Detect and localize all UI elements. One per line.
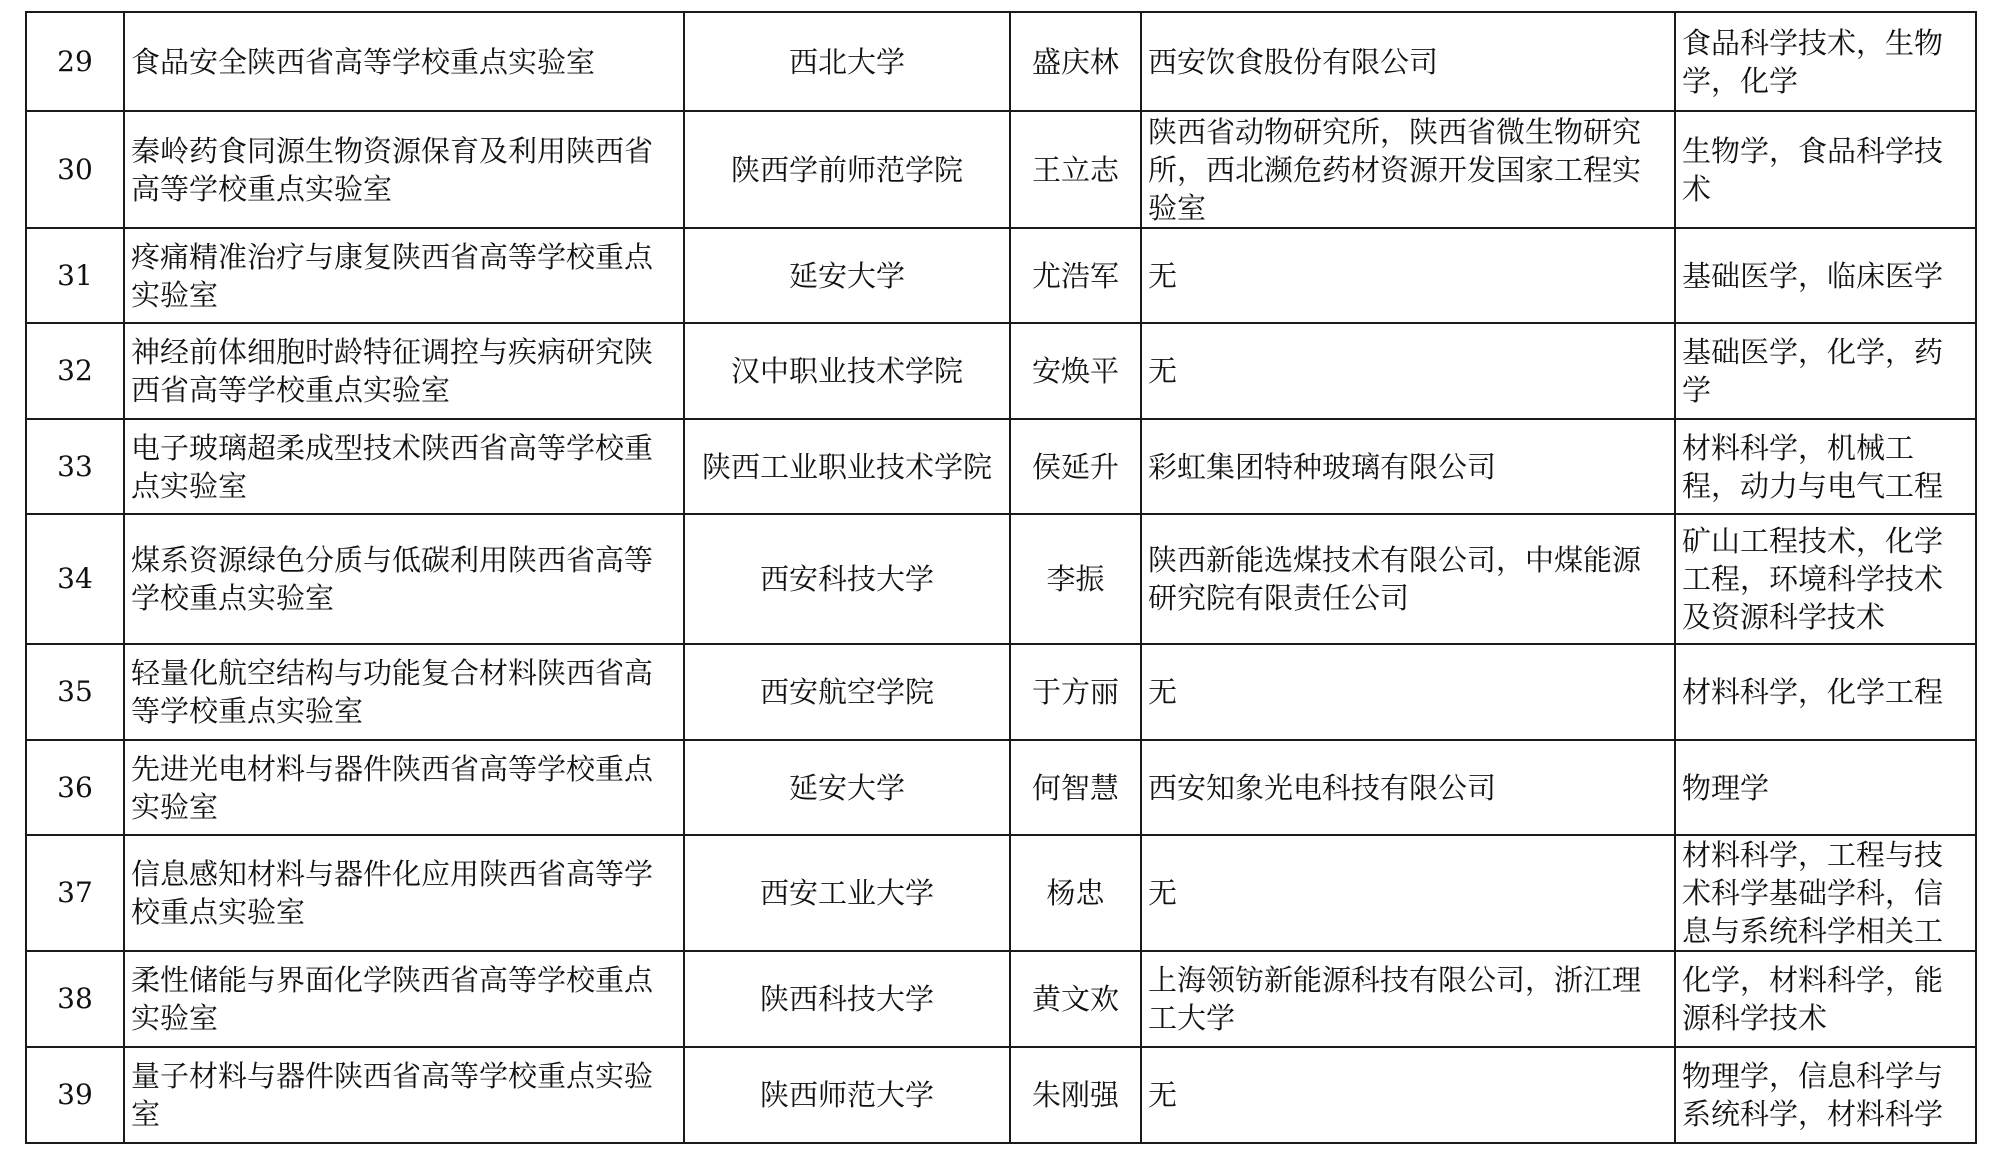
subject-cell-text: 材料科学，工程与技术科学基础学科，信息与系统科学相关工 [1682,838,1944,948]
subject-cell [1675,1047,1976,1143]
director-cell-text: 安焕平 [1031,354,1119,388]
partner-cell [1141,951,1675,1047]
university-cell-text: 陕西师范大学 [759,1078,934,1112]
university-cell-text: 西安航空学院 [759,675,934,709]
subject-cell-text: 材料科学，机械工程，动力与电气工程 [1682,430,1944,503]
table-row [26,323,1976,419]
partner-cell-text: 彩虹集团特种玻璃有限公司 [1148,449,1497,484]
lab-name-cell-text: 柔性储能与界面化学陕西省高等学校重点实验室 [131,963,654,1035]
university-cell [684,228,1010,323]
row-number-text: 38 [57,982,93,1015]
row-number-text: 31 [57,258,93,292]
lab-name-cell [124,740,684,835]
university-cell [684,514,1010,644]
lab-name-cell-text: 轻量化航空结构与功能复合材料陕西省高等学校重点实验室 [131,656,654,728]
lab-name-cell-text: 疼痛精准治疗与康复陕西省高等学校重点实验室 [131,239,654,312]
director-cell-text: 盛庆林 [1031,44,1119,79]
row-number [26,835,124,951]
university-cell [684,111,1010,228]
director-cell [1010,419,1141,514]
university-cell [684,12,1010,111]
lab-name-cell-text: 电子玻璃超柔成型技术陕西省高等学校重点实验室 [131,430,654,503]
partner-cell [1141,835,1675,951]
row-number [26,1047,124,1143]
subject-cell [1675,111,1976,228]
table-row [26,951,1976,1047]
row-number-text: 29 [57,44,93,78]
lab-name-cell [124,951,684,1047]
director-cell-text: 尤浩军 [1031,258,1119,293]
partner-cell [1141,1047,1675,1143]
university-cell [684,644,1010,740]
lab-name-cell-text: 秦岭药食同源生物资源保育及利用陕西省高等学校重点实验室 [131,133,654,206]
director-cell-text: 李振 [1046,562,1105,596]
university-cell-text: 汉中职业技术学院 [730,354,963,388]
subject-cell-text: 物理学，信息科学与系统科学，材料科学 [1682,1059,1944,1131]
director-cell [1010,12,1141,111]
subject-cell-text: 食品科学技术，生物学，化学 [1682,25,1944,98]
row-number-text: 34 [57,562,93,595]
row-number-text: 39 [57,1078,93,1111]
partner-cell [1141,12,1675,111]
university-cell-text: 陕西学前师范学院 [730,152,963,187]
subject-cell [1675,323,1976,419]
table-row [26,514,1976,644]
director-cell-text: 王立志 [1031,152,1119,187]
row-number-text: 33 [57,449,93,483]
row-number-text: 36 [57,770,93,804]
lab-name-cell [124,419,684,514]
row-number [26,228,124,323]
lab-name-cell-text: 煤系资源绿色分质与低碳利用陕西省高等学校重点实验室 [131,543,654,615]
row-number [26,111,124,228]
subject-cell-text: 生物学，食品科学技术 [1682,133,1944,206]
university-cell [684,419,1010,514]
lab-name-cell [124,514,684,644]
subject-cell [1675,740,1976,835]
row-number-text: 37 [57,876,93,909]
lab-name-cell-text: 神经前体细胞时龄特征调控与疾病研究陕西省高等学校重点实验室 [131,335,654,407]
row-number [26,644,124,740]
partner-cell-text: 无 [1148,354,1178,388]
table-row [26,228,1976,323]
partner-cell [1141,228,1675,323]
partner-cell [1141,514,1675,644]
lab-name-cell [124,111,684,228]
university-cell-text: 陕西工业职业技术学院 [701,449,992,484]
subject-cell-text: 材料科学，化学工程 [1682,675,1944,709]
row-number [26,740,124,835]
university-cell [684,323,1010,419]
university-cell-text: 陕西科技大学 [759,982,934,1016]
subject-cell-text: 物理学 [1682,770,1770,805]
partner-cell [1141,740,1675,835]
director-cell-text: 于方丽 [1031,675,1119,709]
lab-list-table [25,11,1977,1144]
director-cell [1010,1047,1141,1143]
partner-cell-text: 无 [1148,675,1178,709]
subject-cell-text: 化学，材料科学，能源科学技术 [1682,963,1944,1035]
table-row [26,1047,1976,1143]
university-cell [684,951,1010,1047]
partner-cell-text: 西安饮食股份有限公司 [1148,44,1439,79]
subject-cell [1675,12,1976,111]
row-number [26,514,124,644]
lab-name-cell-text: 信息感知材料与器件化应用陕西省高等学校重点实验室 [131,857,654,929]
director-cell [1010,514,1141,644]
director-cell-text: 朱刚强 [1031,1078,1119,1112]
university-cell-text: 延安大学 [788,770,905,805]
university-cell-text: 延安大学 [788,258,905,293]
lab-name-cell-text: 先进光电材料与器件陕西省高等学校重点实验室 [131,751,654,824]
subject-cell [1675,228,1976,323]
lab-name-cell [124,323,684,419]
table-body [26,12,1976,1143]
lab-name-cell [124,228,684,323]
subject-cell-text: 基础医学，化学，药学 [1682,335,1944,407]
director-cell-text: 何智慧 [1031,770,1119,805]
director-cell [1010,644,1141,740]
row-number [26,323,124,419]
partner-cell-text: 无 [1148,1078,1178,1112]
partner-cell-text: 无 [1148,258,1178,293]
director-cell [1010,111,1141,228]
lab-name-cell-text: 量子材料与器件陕西省高等学校重点实验室 [131,1059,654,1131]
partner-cell-text: 陕西新能选煤技术有限公司，中煤能源研究院有限责任公司 [1148,543,1642,615]
subject-cell [1675,419,1976,514]
table-row [26,740,1976,835]
director-cell-text: 杨忠 [1046,876,1105,910]
subject-cell-text: 矿山工程技术，化学工程，环境科学技术及资源科学技术 [1682,524,1944,634]
partner-cell-text: 陕西省动物研究所，陕西省微生物研究所，西北濒危药材资源开发国家工程实验室 [1148,114,1642,225]
table-row [26,419,1976,514]
university-cell-text: 西安科技大学 [759,562,934,596]
row-number-text: 32 [57,354,93,387]
table-row [26,644,1976,740]
table-row [26,835,1976,951]
subject-cell [1675,951,1976,1047]
lab-name-cell [124,1047,684,1143]
row-number-text: 35 [57,675,93,708]
table-row [26,111,1976,228]
lab-name-cell [124,835,684,951]
director-cell [1010,323,1141,419]
university-cell [684,1047,1010,1143]
subject-cell [1675,514,1976,644]
partner-cell-text: 无 [1148,876,1178,910]
director-cell-text: 侯延升 [1031,449,1119,484]
partner-cell-text: 西安知象光电科技有限公司 [1148,770,1497,805]
partner-cell [1141,644,1675,740]
row-number [26,419,124,514]
university-cell-text: 西北大学 [788,44,905,79]
director-cell [1010,951,1141,1047]
lab-name-cell-text: 食品安全陕西省高等学校重点实验室 [131,44,596,79]
lab-name-cell [124,12,684,111]
director-cell [1010,835,1141,951]
subject-cell [1675,835,1976,951]
lab-name-cell [124,644,684,740]
row-number-text: 30 [57,152,93,186]
row-number [26,12,124,111]
university-cell-text: 西安工业大学 [759,876,934,910]
partner-cell [1141,323,1675,419]
director-cell [1010,228,1141,323]
university-cell [684,740,1010,835]
director-cell [1010,740,1141,835]
partner-cell-text: 上海领钫新能源科技有限公司，浙江理工大学 [1148,963,1642,1035]
table-row [26,12,1976,111]
row-number [26,951,124,1047]
subject-cell-text: 基础医学，临床医学 [1682,258,1944,293]
partner-cell [1141,419,1675,514]
director-cell-text: 黄文欢 [1031,982,1119,1016]
university-cell [684,835,1010,951]
subject-cell [1675,644,1976,740]
partner-cell [1141,111,1675,228]
